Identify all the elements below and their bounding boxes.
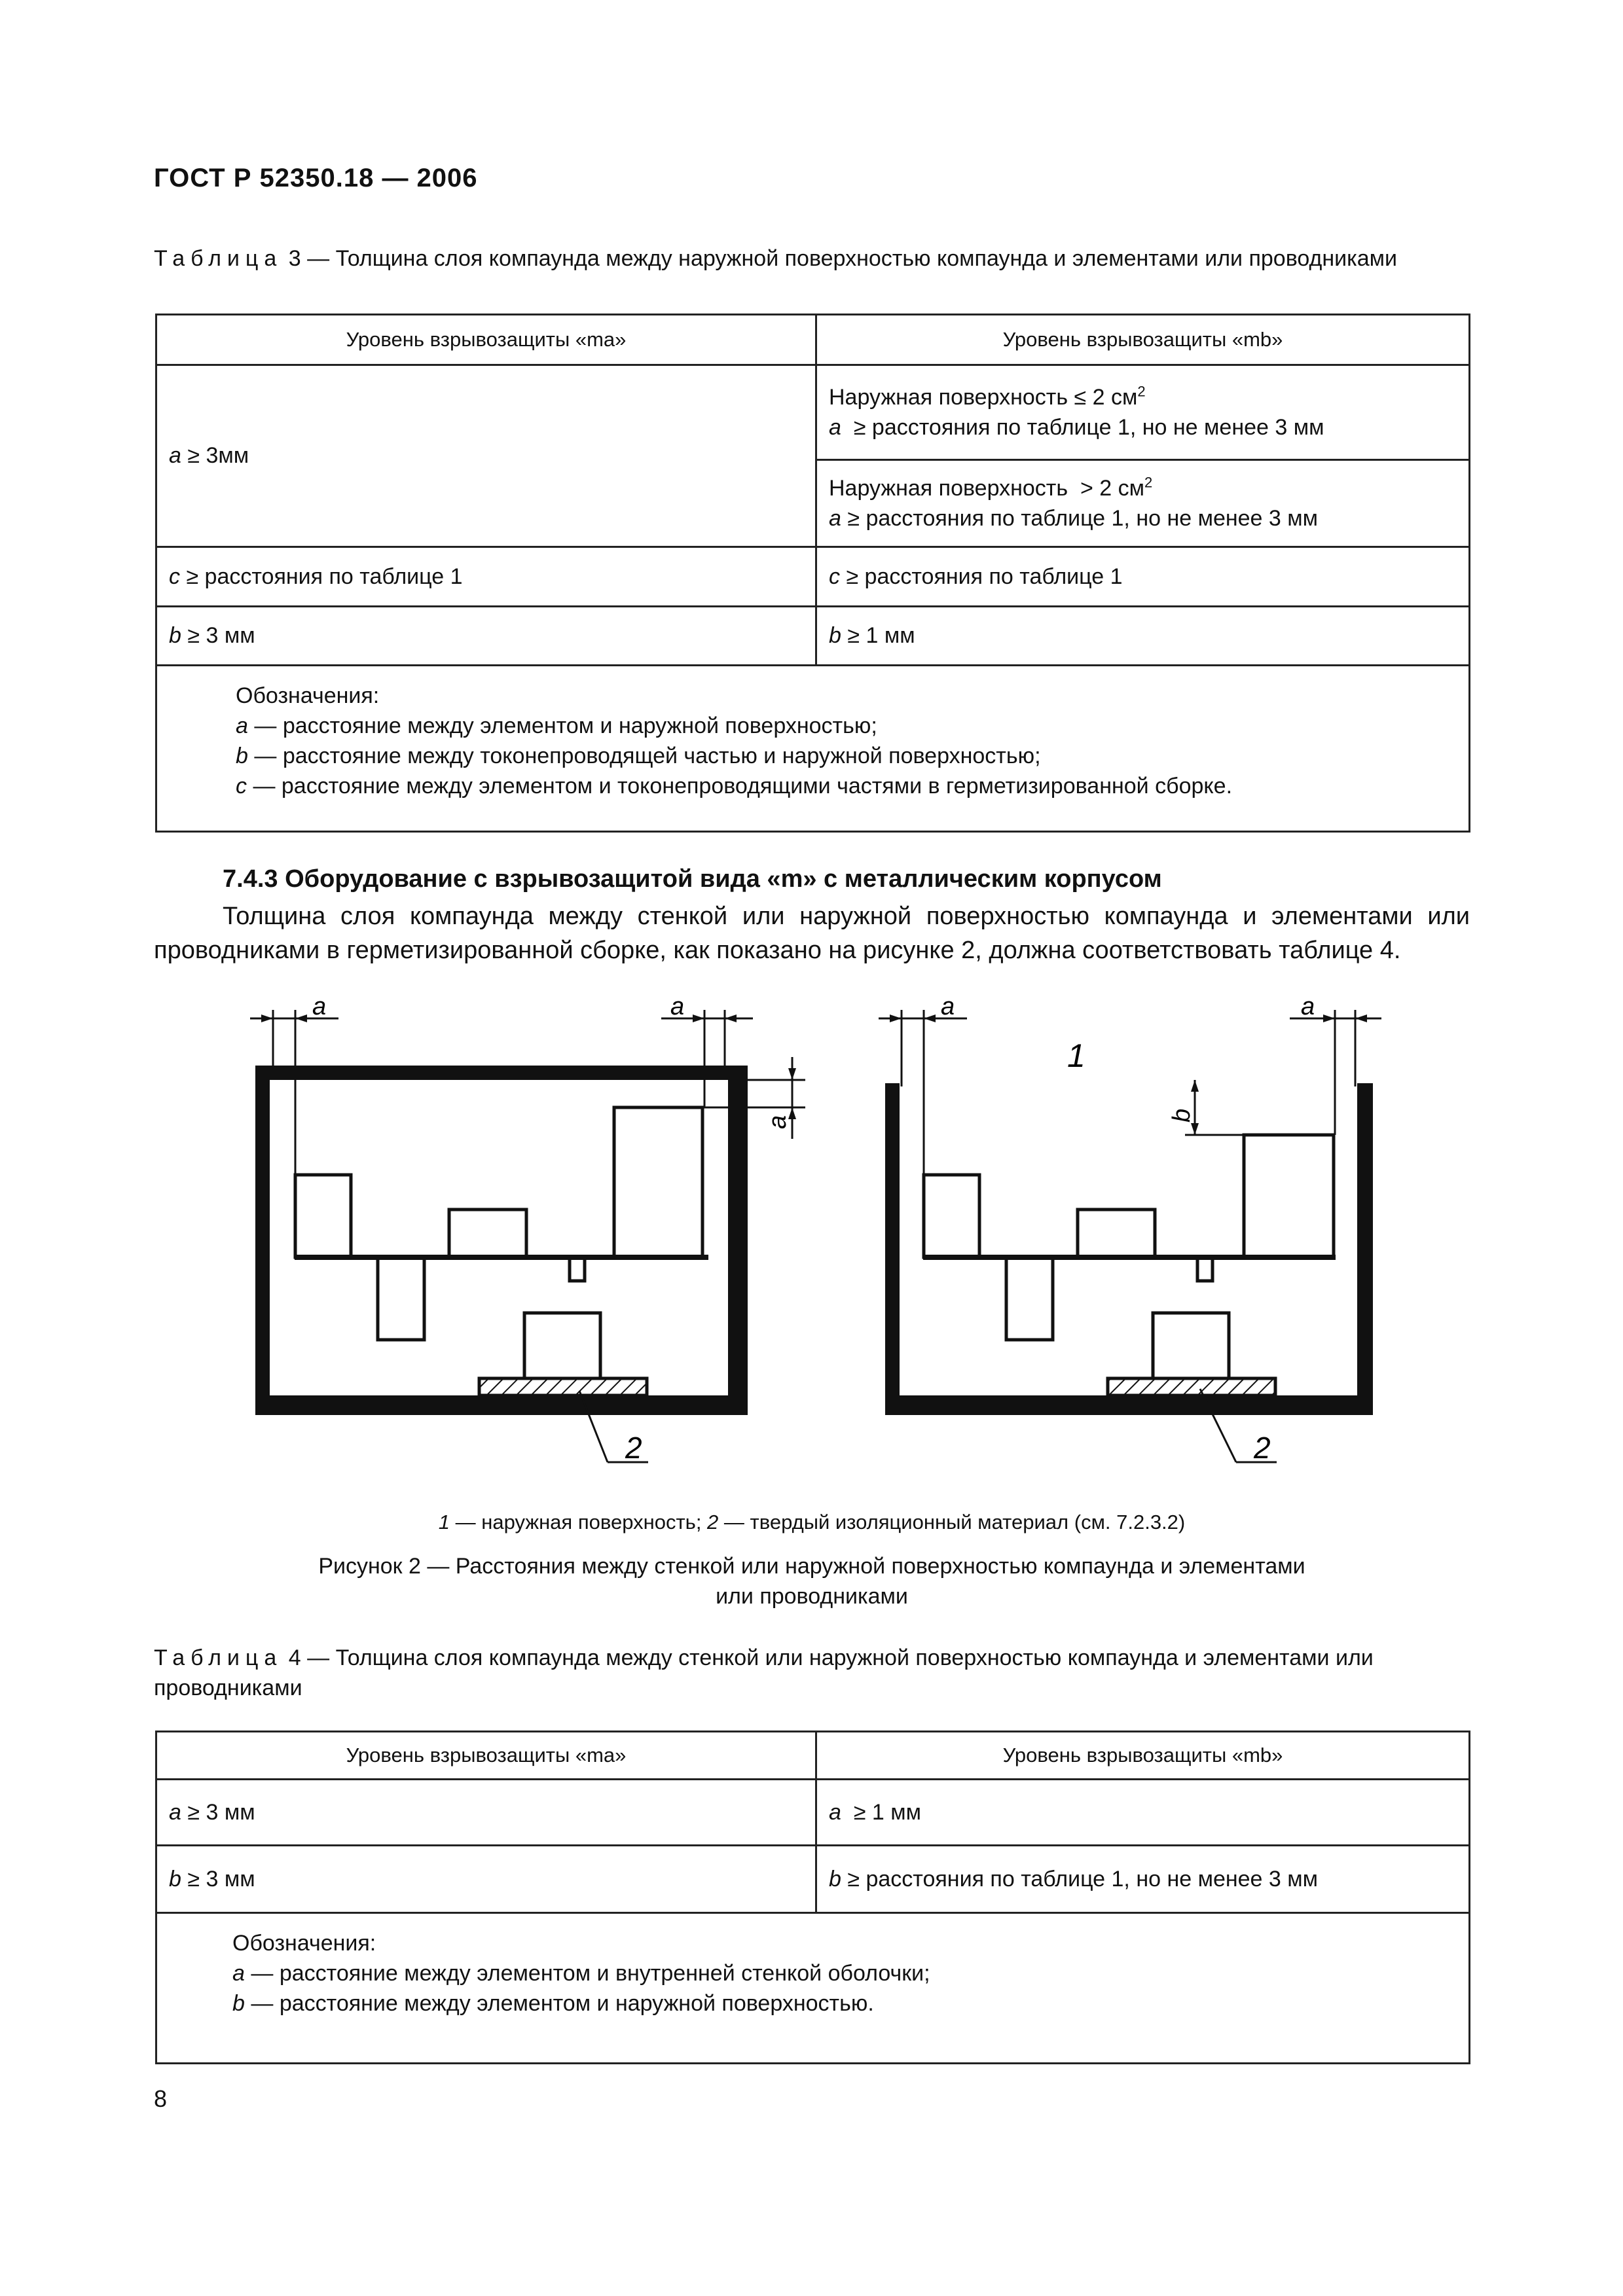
note-line [236, 771, 1468, 801]
legend-text: — твердый изоляционный материал (см. 7.2.3.2) [718, 1511, 1186, 1534]
var-b: b [169, 623, 181, 648]
left-housing [255, 1066, 748, 1415]
document-header: ГОСТ Р 52350.18 — 2006 [154, 164, 478, 192]
table3-cell-r3-ma [156, 607, 816, 666]
cell-text: ≥ 3 мм [181, 1799, 255, 1825]
cell-text: ≥ расстояния по таблице 1 [180, 564, 463, 589]
cell-line [829, 382, 1457, 412]
notes-title: Обозначения: [236, 683, 380, 708]
left-component [570, 1257, 585, 1281]
note-text: — расстояние между токонепроводящей частью и наружной поверхностью; [247, 744, 1041, 768]
table3-cell-r1-mb-large [816, 460, 1470, 547]
table3-header-mb: Уровень взрывозащиты «mb» [816, 315, 1470, 365]
dim-label-a: a [312, 993, 327, 1020]
table4-caption-label: Таблица [154, 1645, 283, 1670]
right-component [1197, 1257, 1213, 1281]
left-insulating-material [479, 1378, 647, 1395]
dim-label-b: b [1168, 1108, 1195, 1122]
table4-caption-text: — Толщина слоя компаунда между стенкой или наружной поверхностью компаунда и элементами или проводниками [154, 1645, 1374, 1700]
cell-line [829, 412, 1457, 442]
cell-line [829, 473, 1457, 503]
right-housing [885, 1083, 1373, 1415]
var-a: a [829, 506, 841, 531]
section-heading: 7.4.3 Оборудование с взрывозащитой вида «m» с металлическим корпусом [223, 865, 1162, 893]
table3-caption-label: Таблица [154, 246, 283, 271]
superscript: 2 [1144, 474, 1153, 491]
dim-label-a: a [670, 993, 685, 1020]
right-component [1153, 1313, 1229, 1378]
var-a: a [169, 1799, 181, 1825]
cell-text: ≥ 1 мм [841, 623, 915, 648]
cell-text: ≥ расстояния по таблице 1, но не менее 3 мм [841, 1866, 1319, 1892]
table3-caption [154, 243, 1470, 274]
left-component [295, 1175, 351, 1257]
left-component [378, 1257, 424, 1340]
var-a: a [829, 1799, 841, 1825]
table3-caption-number: 3 [288, 246, 301, 271]
table4-header-ma: Уровень взрывозащиты «ma» [156, 1732, 816, 1780]
figure-2-drawing [0, 982, 1623, 1479]
right-component [924, 1175, 979, 1257]
note-line [236, 711, 1468, 741]
table3-cell-r2-mb [816, 547, 1470, 607]
left-component [614, 1107, 702, 1257]
note-var: c [236, 774, 247, 798]
cell-text: ≥ расстояния по таблице 1 [840, 564, 1123, 589]
table3-cell-r1-mb-small [816, 365, 1470, 460]
table4-cell-r2-mb [816, 1846, 1470, 1913]
table4-cell-r1-ma [156, 1780, 816, 1846]
note-text: — расстояние между элементом и внутренней стенкой оболочки; [244, 1961, 930, 1986]
figure-legend [154, 1511, 1470, 1534]
table4-header-mb: Уровень взрывозащиты «mb» [816, 1732, 1470, 1780]
table4-notes [156, 1913, 1470, 2064]
table4-cell-r2-ma [156, 1846, 816, 1913]
var-a: a [169, 443, 181, 468]
cell-text: Наружная поверхность ≤ 2 см [829, 385, 1138, 410]
right-component [1078, 1210, 1155, 1257]
note-line [232, 1958, 1468, 1988]
cell-text: Наружная поверхность > 2 см [829, 476, 1144, 501]
cell-line [829, 503, 1457, 533]
notes-title: Обозначения: [232, 1931, 376, 1956]
left-component [524, 1313, 600, 1378]
var-b: b [169, 1866, 181, 1892]
note-text: — расстояние между элементом и наружной поверхностью; [247, 713, 877, 738]
note-var: a [232, 1961, 245, 1986]
table3-notes [156, 666, 1470, 832]
figure-title-line: Рисунок 2 — Расстояния между стенкой или наружной поверхностью компаунда и элементами [318, 1554, 1305, 1579]
table4-cell-r1-mb [816, 1780, 1470, 1846]
cell-text: ≥ 3мм [181, 443, 249, 468]
note-text: — расстояние между элементом и токонепроводящими частями в герметизированной сборке. [247, 774, 1233, 798]
table3-cell-r2-ma [156, 547, 816, 607]
legend-num: 2 [707, 1511, 719, 1534]
cell-text: ≥ расстояния по таблице 1, но не менее 3 мм [841, 506, 1319, 531]
left-diagram [250, 993, 805, 1465]
right-insulating-material [1108, 1378, 1275, 1395]
legend-num: 1 [438, 1511, 450, 1534]
table4-caption-number: 4 [288, 1645, 301, 1670]
left-component [449, 1210, 526, 1257]
cell-text: ≥ 1 мм [841, 1799, 922, 1825]
note-text: — расстояние между элементом и наружной поверхностью. [244, 1991, 874, 2016]
right-component [1244, 1135, 1334, 1257]
var-c: c [829, 564, 840, 589]
right-diagram [879, 993, 1381, 1465]
figure-title-line: или проводниками [716, 1584, 908, 1609]
note-var: b [232, 1991, 245, 2016]
note-var: a [236, 713, 248, 738]
table3-caption-text: — Толщина слоя компаунда между наружной поверхностью компаунда и элементами или проводниками [307, 246, 1398, 271]
table3-header-ma: Уровень взрывозащиты «ma» [156, 315, 816, 365]
page-number: 8 [154, 2085, 168, 2112]
cell-text: ≥ расстояния по таблице 1, но не менее 3 мм [841, 415, 1324, 440]
label-2: 2 [625, 1431, 642, 1465]
var-a: a [829, 415, 841, 440]
label-1: 1 [1067, 1037, 1085, 1074]
table-4 [155, 1731, 1470, 2064]
table3-cell-r1-ma [156, 365, 816, 547]
var-b: b [829, 1866, 841, 1892]
var-b: b [829, 623, 841, 648]
note-var: b [236, 744, 248, 768]
table3-cell-r3-mb [816, 607, 1470, 666]
cell-text: ≥ 3 мм [181, 1866, 255, 1892]
figure-title [154, 1551, 1470, 1611]
superscript: 2 [1137, 383, 1146, 400]
note-line [236, 741, 1468, 771]
table4-caption [154, 1643, 1470, 1703]
legend-text: — наружная поверхность; [450, 1511, 708, 1534]
dim-label-a: a [1301, 993, 1315, 1020]
dim-label-a: a [764, 1115, 792, 1129]
note-line [232, 1988, 1468, 2018]
var-c: c [169, 564, 180, 589]
cell-text: ≥ 3 мм [181, 623, 255, 648]
dim-label-a: a [941, 993, 955, 1020]
right-component [1006, 1257, 1053, 1340]
label-2: 2 [1254, 1431, 1271, 1465]
table-3 [155, 314, 1470, 833]
section-paragraph: Толщина слоя компаунда между стенкой или наружной поверхностью компаунда и элементами или проводниками в герметизированной сборке, как показано на рисунке 2, должна соответствовать таблице 4. [154, 903, 1470, 964]
